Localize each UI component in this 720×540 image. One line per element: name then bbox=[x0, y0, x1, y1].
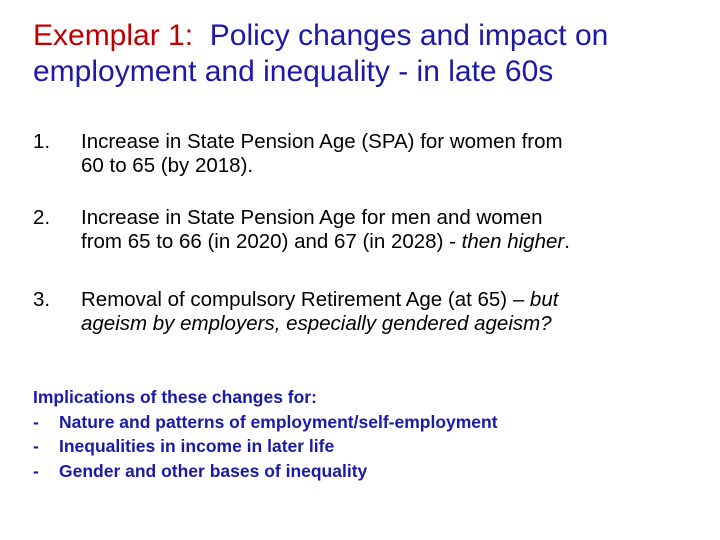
implication-text: Inequalities in income in later life bbox=[59, 436, 335, 456]
item-number: 2. bbox=[33, 206, 51, 229]
implication-bullet bbox=[33, 459, 703, 484]
item-text-line-1: Increase in State Pension Age for men and women bbox=[81, 206, 543, 229]
bullet-dash: - bbox=[33, 411, 39, 432]
implications-block bbox=[33, 385, 703, 483]
item-text bbox=[81, 130, 703, 178]
slide-title bbox=[33, 18, 703, 90]
item-text-line-1 bbox=[81, 288, 703, 312]
implication-text: Nature and patterns of employment/self-employment bbox=[59, 411, 498, 432]
item-text-line-2-end: . bbox=[564, 230, 570, 253]
implication-bullet bbox=[33, 410, 703, 435]
item-number: 3. bbox=[33, 288, 51, 311]
bullet-dash: - bbox=[33, 436, 39, 456]
item-text-line-2-italic: ageism by employers, especially gendered ageism? bbox=[81, 312, 552, 335]
implication-bullet bbox=[33, 434, 703, 459]
item-text-line-2: 60 to 65 (by 2018). bbox=[81, 154, 254, 177]
implication-text: Gender and other bases of inequality bbox=[59, 460, 368, 481]
item-text bbox=[81, 206, 703, 254]
item-text-line-2 bbox=[81, 312, 703, 336]
item-text-line-2 bbox=[81, 230, 703, 254]
item-text bbox=[81, 288, 703, 336]
title-line-1 bbox=[33, 18, 703, 54]
item-text-line-2-main: from 65 to 66 (in 2020) and 67 (in 2028) - bbox=[81, 230, 462, 253]
item-text-line-2-italic: then higher bbox=[461, 230, 565, 253]
item-text-line-1-main: Removal of compulsory Retirement Age (at 65) – bbox=[81, 288, 530, 311]
item-text-line-1: Increase in State Pension Age (SPA) for women from bbox=[81, 130, 563, 153]
implications-heading: Implications of these changes for: bbox=[33, 387, 317, 407]
title-prefix: Exemplar 1: bbox=[33, 19, 194, 52]
item-text-line-1-italic: but bbox=[529, 288, 559, 311]
item-number: 1. bbox=[33, 130, 51, 153]
title-line-1-text: Policy changes and impact on bbox=[209, 19, 609, 52]
bullet-dash: - bbox=[33, 460, 39, 481]
title-line-2: employment and inequality - in late 60s bbox=[33, 55, 554, 88]
